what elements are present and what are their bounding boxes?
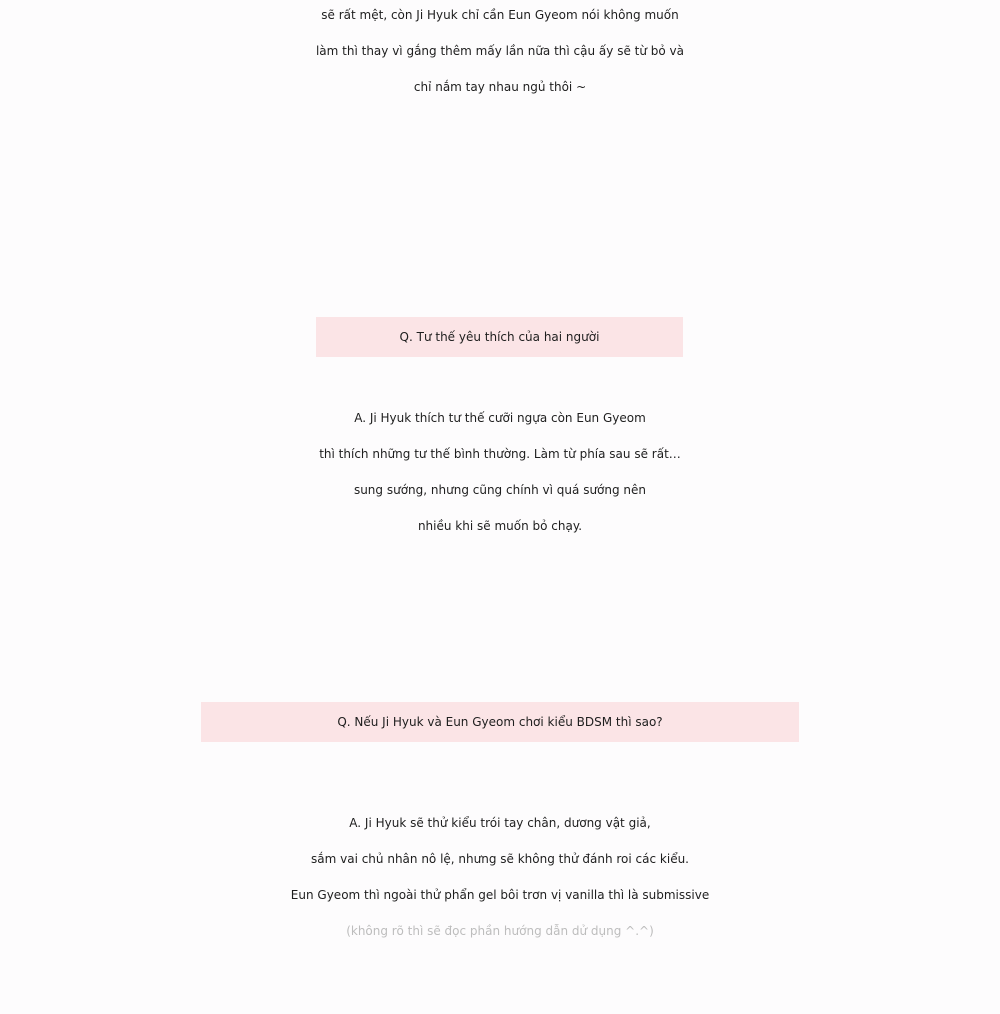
answer-line: Eun Gyeom thì ngoài thử phẩn gel bôi trơn vị vanilla thì là submissive — [290, 888, 710, 902]
intro-line: chỉ nắm tay nhau ngủ thôi ~ — [413, 80, 587, 94]
answer-line: sung sướng, nhưng cũng chính vì quá sướng nên — [353, 483, 647, 497]
question-2-heading: Q. Nếu Ji Hyuk và Eun Gyeom chơi kiểu BDSM thì sao? — [201, 702, 799, 742]
answer-1-paragraph — [0, 400, 1000, 544]
answer-line: sắm vai chủ nhân nô lệ, nhưng sẽ không thử đánh roi các kiểu. — [311, 852, 689, 866]
intro-paragraph — [0, 0, 1000, 105]
intro-line: làm thì thay vì gắng thêm mấy lần nữa thì cậu ấy sẽ từ bỏ và — [315, 44, 685, 58]
intro-line: sẽ rất mệt, còn Ji Hyuk chỉ cần Eun Gyeom nói không muốn — [321, 8, 679, 22]
answer-2-paragraph — [0, 805, 1000, 949]
answer-note: (không rõ thì sẽ đọc phần hướng dẫn dử dụng ^.^) — [346, 924, 654, 938]
answer-line: nhiều khi sẽ muốn bỏ chạy. — [417, 519, 583, 533]
answer-line: A. Ji Hyuk thích tư thế cưỡi ngựa còn Eun Gyeom — [354, 411, 646, 425]
answer-line: thì thích những tư thế bình thường. Làm từ phía sau sẽ rất… — [319, 447, 681, 461]
question-1-heading: Q. Tư thế yêu thích của hai người — [316, 317, 683, 357]
answer-line: A. Ji Hyuk sẽ thử kiểu trói tay chân, dương vật giả, — [349, 816, 651, 830]
